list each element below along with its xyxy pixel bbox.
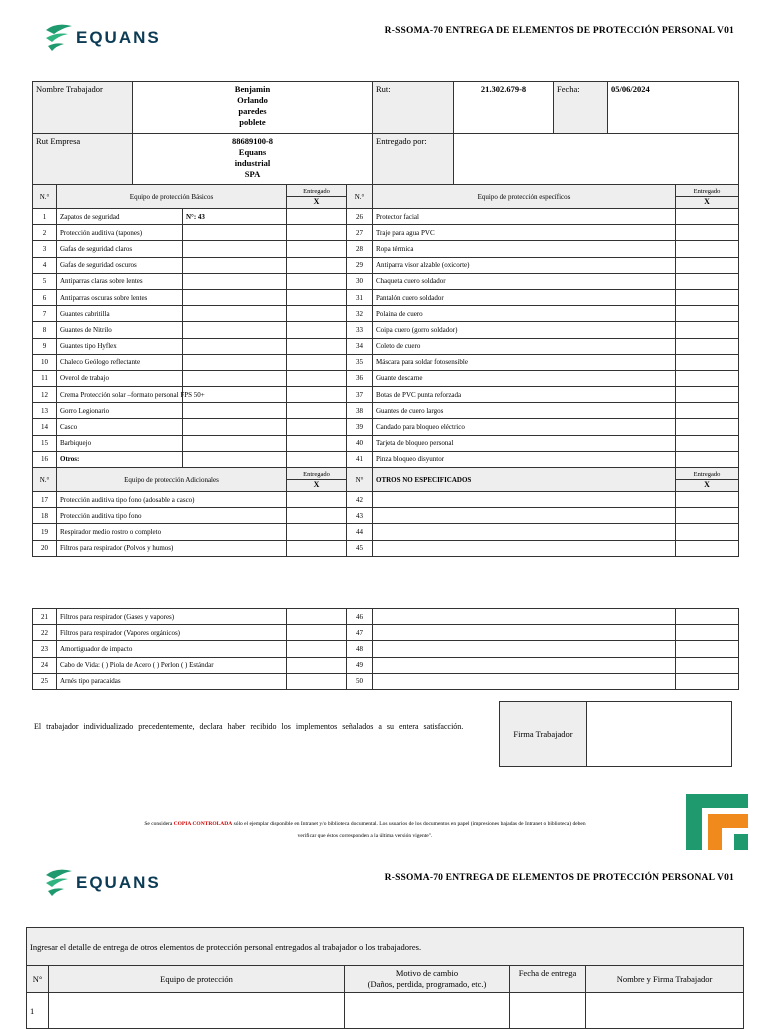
declaration-text: El trabajador individualizado precedentemente, declara haber recibido los implementos señalados a su entera satisfacción.: [34, 722, 464, 731]
equipment-item: Gorro Legionario: [57, 403, 183, 419]
table-row: [33, 289, 739, 305]
delivered-checkbox[interactable]: [676, 306, 739, 322]
table-row: [33, 209, 739, 225]
delivered-checkbox[interactable]: [676, 419, 739, 435]
equipment-item: Protección auditiva (tapones): [57, 225, 183, 241]
table-row: [33, 492, 739, 508]
row-number: 22: [33, 625, 57, 641]
delivered-label: Entregado: [303, 187, 330, 195]
col-equipment: Equipo de protección: [49, 966, 345, 993]
delivered-label: Entregado: [693, 187, 721, 195]
row-number: 23: [33, 641, 57, 657]
col-num: N°: [27, 966, 49, 993]
controlled-copy-notice: Se considera COPIA CONTROLADA sólo el ejemplar disponible en Intranet y/o biblioteca documental. Los usuarios de los documentos en papel (impresiones bajadas de Intranet o biblioteca) deben: [144, 821, 586, 827]
others-header: OTROS NO ESPECIFICADOS: [373, 468, 676, 492]
worker-name-label: Nombre Trabajador: [33, 82, 133, 134]
delivered-checkbox[interactable]: [676, 492, 739, 508]
table-row: [33, 370, 739, 386]
equipment-item: Coleto de cuero: [373, 338, 676, 354]
table-row: [33, 609, 739, 625]
delivered-checkbox[interactable]: [676, 673, 739, 689]
equipment-item: Guante descarne: [373, 370, 676, 386]
equipment-item: Casco: [57, 419, 183, 435]
cell-reason[interactable]: [345, 993, 510, 1029]
equans-logo-page2: [44, 869, 161, 897]
other-item-field[interactable]: [373, 673, 676, 689]
equipment-item: Filtros para respirador (Gases y vapores): [57, 609, 287, 625]
equipment-extra: [183, 451, 287, 467]
equipment-extra: [183, 435, 287, 451]
table-row: [33, 451, 739, 467]
equipment-extra: [183, 225, 287, 241]
row-number: 40: [347, 435, 373, 451]
row-number: 38: [347, 403, 373, 419]
row-number: 26: [347, 209, 373, 225]
delivered-checkbox[interactable]: [676, 451, 739, 467]
row-number: 17: [33, 492, 57, 508]
row-number: 45: [347, 540, 373, 556]
equans-logo: [44, 24, 161, 52]
row-number: 24: [33, 657, 57, 673]
row-number: 12: [33, 387, 57, 403]
equipment-item: Traje para agua PVC: [373, 225, 676, 241]
equipment-item: Pinza bloqueo disyuntor: [373, 451, 676, 467]
equipment-item: Respirador medio rostro o completo: [57, 524, 287, 540]
worker-info-table: [32, 81, 739, 185]
equipment-item: Protector facial: [373, 209, 676, 225]
delivered-label: Entregado: [303, 470, 330, 478]
table-row: [33, 322, 739, 338]
specific-equipment-header: Equipo de protección específicos: [373, 185, 676, 209]
other-deliveries-intro: Ingresar el detalle de entrega de otros elementos de protección personal entregados al trabajador o los trabajadores.: [27, 928, 744, 966]
equipment-item: Guantes de Nitrilo: [57, 322, 183, 338]
rut-label: Rut:: [373, 82, 454, 134]
delivered-checkbox[interactable]: [676, 609, 739, 625]
table-row: [33, 508, 739, 524]
row-number: 20: [33, 540, 57, 556]
equipment-item: Guantes cabritilla: [57, 306, 183, 322]
delivered-by-value: [454, 134, 739, 185]
delivered-checkbox[interactable]: [676, 540, 739, 556]
row-number: 28: [347, 241, 373, 257]
num-header: N.°: [33, 468, 57, 492]
equipment-extra: [183, 241, 287, 257]
table-row: [33, 419, 739, 435]
basic-delivered-header: [287, 185, 347, 209]
row-number: 46: [347, 609, 373, 625]
row-number: 15: [33, 435, 57, 451]
table-row: [33, 306, 739, 322]
delivered-checkbox[interactable]: [287, 625, 347, 641]
corner-brand-mark-icon: [686, 794, 748, 850]
delivered-checkbox[interactable]: [676, 370, 739, 386]
company-label: Rut Empresa: [33, 134, 133, 185]
signature-field[interactable]: [587, 702, 731, 766]
other-item-field[interactable]: [373, 657, 676, 673]
delivered-checkbox[interactable]: [287, 492, 347, 508]
controlled-copy-highlight: COPIA CONTROLADA: [173, 821, 233, 827]
equipment-extra: [183, 354, 287, 370]
row-number: 48: [347, 641, 373, 657]
row-number: 43: [347, 508, 373, 524]
table-row: [33, 435, 739, 451]
table-row: [33, 641, 739, 657]
equipment-item: Overol de trabajo: [57, 370, 183, 386]
delivered-checkbox[interactable]: [287, 322, 347, 338]
equipment-extra: [183, 306, 287, 322]
table-row: [33, 387, 739, 403]
delivered-mark: X: [287, 196, 346, 206]
delivered-checkbox[interactable]: [676, 273, 739, 289]
table-row: [33, 540, 739, 556]
num-header: N°: [347, 468, 373, 492]
equipment-extra: N°: 43: [183, 209, 287, 225]
col-reason: Motivo de cambio (Daños, perdida, programado, etc.): [345, 966, 510, 993]
additional-delivered-header: [287, 468, 347, 492]
delivered-checkbox[interactable]: [287, 273, 347, 289]
date-value: 05/06/2024: [608, 82, 739, 134]
row-number: 35: [347, 354, 373, 370]
delivered-checkbox[interactable]: [676, 403, 739, 419]
delivered-checkbox[interactable]: [287, 673, 347, 689]
row-number: 16: [33, 451, 57, 467]
additional-equipment-header: Equipo de protección Adicionales: [57, 468, 287, 492]
equipment-extra: [183, 370, 287, 386]
equipment-item: Chaleco Geólogo reflectante: [57, 354, 183, 370]
row-number: 39: [347, 419, 373, 435]
delivered-checkbox[interactable]: [287, 289, 347, 305]
document-title: R-SSOMA-70 ENTREGA DE ELEMENTOS DE PROTECCIÓN PERSONAL V01: [384, 26, 734, 36]
row-number: 2: [33, 225, 57, 241]
table-row: [33, 657, 739, 673]
table-row: [33, 338, 739, 354]
delivered-checkbox[interactable]: [676, 338, 739, 354]
delivered-by-label: Entregado por:: [373, 134, 454, 185]
cell-name[interactable]: [586, 993, 744, 1029]
controlled-copy-notice-line2: verificar que éstos corresponden a la última versión vigente".: [297, 833, 433, 839]
equipment-item: Protección auditiva tipo fono: [57, 508, 287, 524]
row-number: 42: [347, 492, 373, 508]
row-number: 19: [33, 524, 57, 540]
delivered-checkbox[interactable]: [676, 524, 739, 540]
num-header: N.°: [33, 185, 57, 209]
equipment-item: Otros:: [57, 451, 183, 467]
row-number: 32: [347, 306, 373, 322]
row-number: 8: [33, 322, 57, 338]
date-label: Fecha:: [554, 82, 608, 134]
signature-label: Firma Trabajador: [500, 702, 587, 766]
table-row: [33, 524, 739, 540]
delivered-checkbox[interactable]: [287, 451, 347, 467]
delivered-checkbox[interactable]: [287, 641, 347, 657]
equipment-item: Antiparras claras sobre lentes: [57, 273, 183, 289]
equipment-item: Filtros para respirador (Polvos y humos): [57, 540, 287, 556]
equipment-item: Guantes tipo Hyflex: [57, 338, 183, 354]
delivered-checkbox[interactable]: [287, 403, 347, 419]
equipment-table-continued: [32, 608, 739, 690]
delivered-checkbox[interactable]: [676, 641, 739, 657]
delivered-checkbox[interactable]: [676, 225, 739, 241]
table-row: [33, 225, 739, 241]
delivered-checkbox[interactable]: [287, 387, 347, 403]
row-number: 50: [347, 673, 373, 689]
delivered-mark: X: [287, 479, 346, 489]
other-item-field[interactable]: [373, 492, 676, 508]
worker-name-value: Benjamin Orlando paredes poblete: [133, 82, 373, 134]
cell-equipment[interactable]: [49, 993, 345, 1029]
row-number: 27: [347, 225, 373, 241]
delivered-checkbox[interactable]: [676, 354, 739, 370]
row-number: 47: [347, 625, 373, 641]
row-number: 14: [33, 419, 57, 435]
equipment-item: Tarjeta de bloqueo personal: [373, 435, 676, 451]
delivered-checkbox[interactable]: [676, 387, 739, 403]
row-number: 30: [347, 273, 373, 289]
row-number: 3: [33, 241, 57, 257]
row-number: 25: [33, 673, 57, 689]
document-title-page2: R-SSOMA-70 ENTREGA DE ELEMENTOS DE PROTECCIÓN PERSONAL V01: [384, 873, 734, 883]
delivered-checkbox[interactable]: [287, 370, 347, 386]
equipment-extra: [183, 338, 287, 354]
delivered-checkbox[interactable]: [287, 225, 347, 241]
equipment-item: Filtros para respirador (Vapores orgánicos): [57, 625, 287, 641]
row-number: 9: [33, 338, 57, 354]
delivered-checkbox[interactable]: [676, 435, 739, 451]
equipment-extra: [183, 289, 287, 305]
equipment-item: Protección auditiva tipo fono (adosable a casco): [57, 492, 287, 508]
equipment-extra: [183, 322, 287, 338]
row-number: 44: [347, 524, 373, 540]
equans-leaf-icon: [44, 24, 74, 52]
basic-equipment-header: Equipo de protección Básicos: [57, 185, 287, 209]
delivered-checkbox[interactable]: [287, 524, 347, 540]
delivered-mark: X: [676, 196, 738, 206]
row-number: 29: [347, 257, 373, 273]
equipment-item: Pantalón cuero soldador: [373, 289, 676, 305]
row-number: 41: [347, 451, 373, 467]
other-item-field[interactable]: [373, 540, 676, 556]
others-delivered-header: [676, 468, 739, 492]
other-item-field[interactable]: [373, 625, 676, 641]
equans-leaf-icon: [44, 869, 74, 897]
row-number: 49: [347, 657, 373, 673]
equipment-item: Antiparra visor alzable (oxicorte): [373, 257, 676, 273]
table-row: [33, 273, 739, 289]
equipment-extra: [183, 419, 287, 435]
row-number: 34: [347, 338, 373, 354]
row-number: 4: [33, 257, 57, 273]
row-number: 21: [33, 609, 57, 625]
equipment-extra: [183, 403, 287, 419]
equipment-item: Arnés tipo paracaidas: [57, 673, 287, 689]
delivered-checkbox[interactable]: [287, 435, 347, 451]
equipment-table: [32, 184, 739, 557]
logo-text: EQUANS: [76, 28, 161, 47]
delivered-checkbox[interactable]: [287, 306, 347, 322]
row-number: 13: [33, 403, 57, 419]
logo-text: EQUANS: [76, 873, 161, 892]
delivered-checkbox[interactable]: [287, 609, 347, 625]
other-item-field[interactable]: [373, 524, 676, 540]
table-row: [33, 257, 739, 273]
equipment-item: Gafas de seguridad claros: [57, 241, 183, 257]
row-number: 1: [27, 993, 49, 1029]
delivered-checkbox[interactable]: [287, 257, 347, 273]
table-row: [33, 241, 739, 257]
delivered-checkbox[interactable]: [287, 338, 347, 354]
equipment-item: Botas de PVC punta reforzada: [373, 387, 676, 403]
delivered-checkbox[interactable]: [287, 508, 347, 524]
table-row: [33, 625, 739, 641]
delivered-checkbox[interactable]: [287, 540, 347, 556]
row-number: 5: [33, 273, 57, 289]
equipment-item: Guantes de cuero largos: [373, 403, 676, 419]
table-row: [33, 673, 739, 689]
table-row: [33, 354, 739, 370]
equipment-item: Cabo de Vida: ( ) Piola de Acero ( ) Perlon ( ) Estándar: [57, 657, 287, 673]
equipment-item: Antiparras oscuras sobre lentes: [57, 289, 183, 305]
col-name: Nombre y Firma Trabajador: [586, 966, 744, 993]
equipment-item: Candado para bloqueo eléctrico: [373, 419, 676, 435]
row-number: 10: [33, 354, 57, 370]
delivered-checkbox[interactable]: [676, 322, 739, 338]
row-number: 37: [347, 387, 373, 403]
equipment-item: Gafas de seguridad oscuros: [57, 257, 183, 273]
equipment-extra: [183, 257, 287, 273]
rut-value: 21.302.679-8: [454, 82, 554, 134]
delivered-checkbox[interactable]: [676, 257, 739, 273]
other-item-field[interactable]: [373, 641, 676, 657]
equipment-item: Ropa térmica: [373, 241, 676, 257]
row-number: 7: [33, 306, 57, 322]
equipment-item: Coipa cuero (gorro soldador): [373, 322, 676, 338]
row-number: 31: [347, 289, 373, 305]
delivered-checkbox[interactable]: [287, 209, 347, 225]
equipment-item: Zapatos de seguridad: [57, 209, 183, 225]
delivered-checkbox[interactable]: [287, 241, 347, 257]
row-number: 6: [33, 289, 57, 305]
delivered-checkbox[interactable]: [676, 508, 739, 524]
delivered-checkbox[interactable]: [676, 657, 739, 673]
delivered-checkbox[interactable]: [676, 289, 739, 305]
delivered-checkbox[interactable]: [287, 419, 347, 435]
equipment-item: Amortiguador de impacto: [57, 641, 287, 657]
row-number: 11: [33, 370, 57, 386]
other-item-field[interactable]: [373, 609, 676, 625]
delivered-label: Entregado: [693, 470, 721, 478]
delivered-checkbox[interactable]: [287, 657, 347, 673]
table-row: [33, 403, 739, 419]
cell-date[interactable]: [510, 993, 586, 1029]
col-date: Fecha de entrega: [510, 966, 586, 993]
equipment-item: Barbiquejo: [57, 435, 183, 451]
equipment-item: Máscara para soldar fotosensible: [373, 354, 676, 370]
other-item-field[interactable]: [373, 508, 676, 524]
equipment-extra: [183, 273, 287, 289]
delivered-checkbox[interactable]: [676, 625, 739, 641]
signature-box: [499, 701, 732, 767]
delivered-checkbox[interactable]: [287, 354, 347, 370]
row-number: 1: [33, 209, 57, 225]
equipment-item: Crema Protección solar –formato personal FPS 50+: [57, 387, 183, 403]
company-value: 88689100-8 Equans industrial SPA: [133, 134, 373, 185]
delivered-mark: X: [676, 479, 738, 489]
delivered-checkbox[interactable]: [676, 241, 739, 257]
specific-delivered-header: [676, 185, 739, 209]
other-deliveries-table: [26, 927, 744, 1029]
delivered-checkbox[interactable]: [676, 209, 739, 225]
equipment-item: Polaina de cuero: [373, 306, 676, 322]
num-header: N.°: [347, 185, 373, 209]
row-number: 33: [347, 322, 373, 338]
equipment-item: Chaqueta cuero soldador: [373, 273, 676, 289]
row-number: 36: [347, 370, 373, 386]
row-number: 18: [33, 508, 57, 524]
